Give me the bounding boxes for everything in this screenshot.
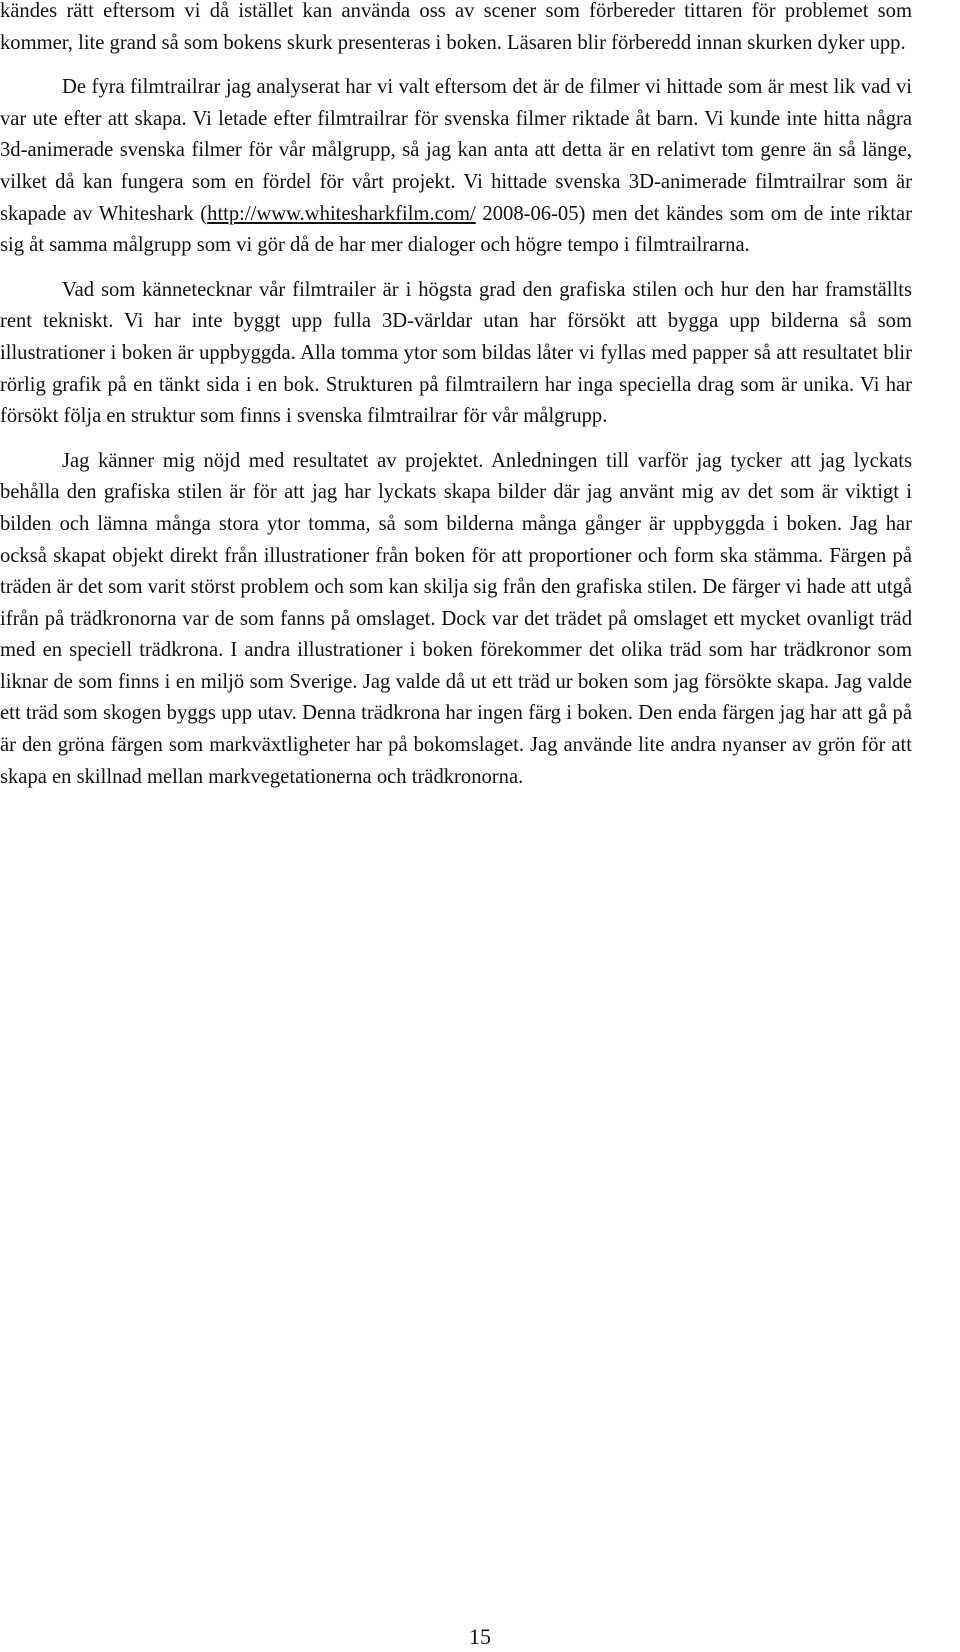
paragraph-graphic-style [0,275,912,433]
paragraph-text: kändes rätt eftersom vi då istället kan använda oss av scener som förbereder tittaren för problemet som kommer, lite grand så som bokens skurk presenteras i boken. Läsaren blir förberedd innan skurken dyker upp. [0,0,912,54]
page-body [0,0,960,793]
paragraph-continuation [0,0,912,59]
page-number: 15 [469,1624,491,1649]
paragraph-text: De fyra filmtrailrar jag analyserat har vi valt eftersom det är de filmer vi hittade som är mest lik vad vi var ute efter att skapa. Vi letade efter filmtrailrar för svenska filmer riktade åt barn. Vi kunde inte hitta några 3d-animerade svenska filmer för vår målgrupp, så jag kan anta att detta är en relativt tom genre än så länge, vilket då kan fungera som en fördel för vårt projekt. Vi hittade svenska 3D-animerade filmtrailrar som är skapade av Whiteshark ( [0,76,912,225]
paragraph-text: Jag känner mig nöjd med resultatet av projektet. Anledningen till varför jag tycker att jag lyckats behålla den grafiska stilen är för att jag har lyckats skapa bilder där jag använt mig av det som är viktigt i bilden och lämna många stora ytor tomma, så som bilderna många gånger är uppbyggda i boken. Jag har också skapat objekt direkt från illustrationer från boken för att proportioner och form ska stämma. Färgen på träden är det som varit störst problem och som kan skilja sig från den grafiska stilen. De färger vi hade att utgå ifrån på trädkronorna var de som fanns på omslaget. Dock var det trädet på omslaget ett mycket ovanligt träd med en speciell trädkrona. I andra illustrationer i boken förekommer det olika träd som har trädkronor som liknar de som finns i en miljö som Sverige. Jag valde då ut ett träd ur boken som jag försökte skapa. Jag valde ett träd som skogen byggs upp utav. Denna trädkrona har ingen färg i boken. Den enda färgen jag har att gå på är den gröna färgen som markväxtligheter har på bokomslaget. Jag använde lite andra nyanser av grön för att skapa en skillnad mellan markvegetationerna och trädkronorna. [0,449,912,788]
whiteshark-link[interactable]: http://www.whitesharkfilm.com/ [207,202,476,225]
paragraph-text-after-link: 2008-06-05) men det kändes som om de inte riktar sig åt samma målgrupp som vi gör då de har mer dialoger och högre tempo i filmtrailrarna. [0,202,912,257]
paragraph-result-reflection [0,446,912,794]
paragraph-trailer-analysis [0,72,912,262]
paragraph-text: Vad som kännetecknar vår filmtrailer är i högsta grad den grafiska stilen och hur den har framställts rent tekniskt. Vi har inte byggt upp fulla 3D-världar utan har försökt att bygga upp bilderna så som illustrationer i boken är uppbyggda. Alla tomma ytor som bildas låter vi fyllas med papper så att resultatet blir rörlig grafik på en tänkt sida i en bok. Strukturen på filmtrailern har inga speciella drag som är unika. Vi har försökt följa en struktur som finns i svenska filmtrailrar för vår målgrupp. [0,278,912,428]
